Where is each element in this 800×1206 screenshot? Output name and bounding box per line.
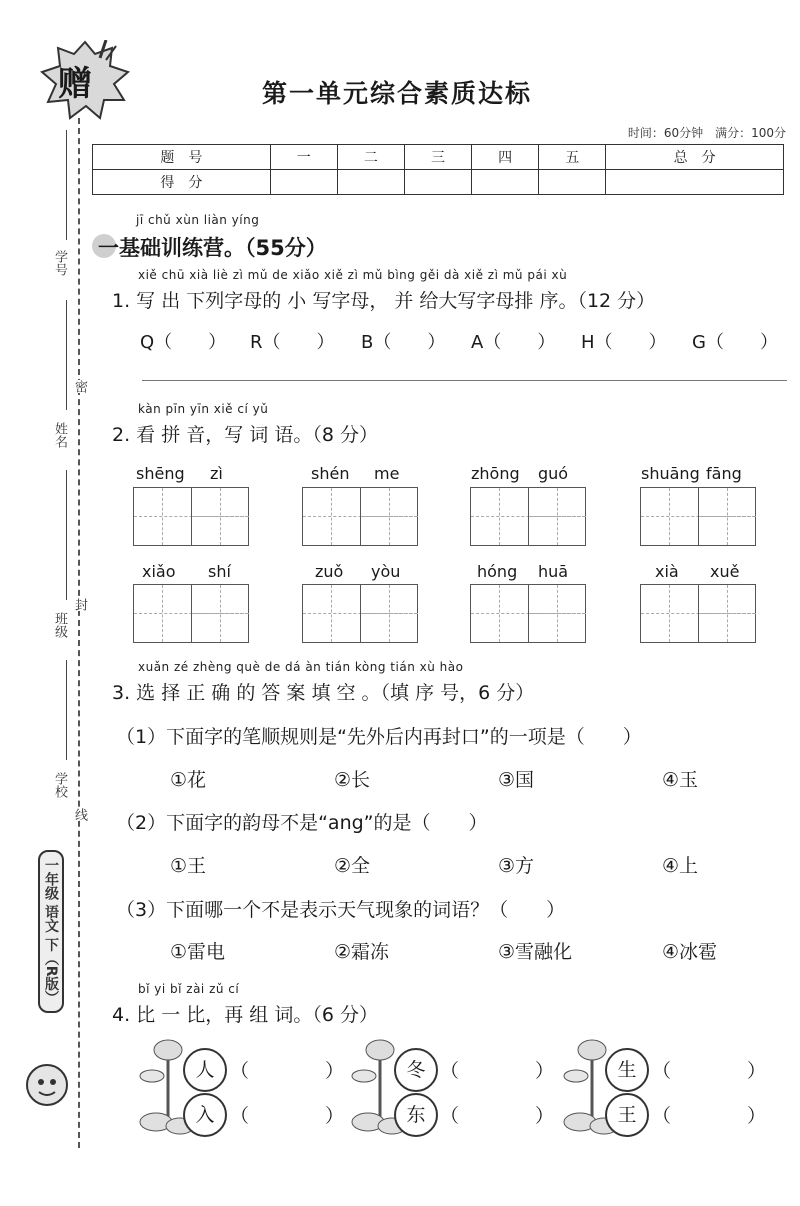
- score-header-cell: 四: [472, 145, 539, 170]
- char-circle: 王: [605, 1093, 649, 1137]
- writing-grid[interactable]: [133, 487, 249, 546]
- q3-item1-option[interactable]: ③国: [498, 769, 535, 791]
- char-circle: 生: [605, 1048, 649, 1092]
- char-circle: 冬: [394, 1048, 438, 1092]
- score-input-cell[interactable]: [337, 170, 404, 195]
- q3-item2-option[interactable]: ④上: [662, 855, 699, 877]
- score-table: [92, 144, 784, 195]
- score-header-cell: 三: [404, 145, 471, 170]
- q1-text: 1. 写 出 下列字母的 小 写字母， 并 给大写字母排 序。（12 分）: [112, 290, 656, 312]
- answer-paren[interactable]: （ ）: [652, 1105, 767, 1127]
- score-header-cell: 总 分: [606, 145, 784, 170]
- book-label: 一年级 语文 下（R版）: [38, 850, 64, 1013]
- score-header-cell: 一: [270, 145, 337, 170]
- word-pinyin: fāng: [706, 464, 742, 483]
- label-class: 班级: [52, 612, 67, 638]
- q2-text: 2. 看 拼 音，写 词 语。（8 分）: [112, 424, 378, 446]
- q1-letter-g[interactable]: G（ ）: [692, 332, 778, 353]
- q1-letter-r[interactable]: R（ ）: [250, 332, 335, 353]
- label-student-id: 学号: [52, 250, 67, 276]
- q1-letter-h[interactable]: H（ ）: [581, 332, 667, 353]
- score-table-header-row: [93, 145, 784, 170]
- q3-item2-stem: （2）下面字的韵母不是“ang”的是（ ）: [116, 812, 488, 834]
- writing-grid[interactable]: [640, 584, 756, 643]
- section1-pinyin: jī chǔ xùn liàn yíng: [136, 213, 260, 227]
- score-input-cell[interactable]: [539, 170, 606, 195]
- writing-grid[interactable]: [302, 584, 418, 643]
- q3-item3-stem: （3）下面哪一个不是表示天气现象的词语？（ ）: [116, 899, 566, 921]
- word-pinyin: zuǒ: [315, 562, 344, 581]
- writing-grid[interactable]: [470, 487, 586, 546]
- word-pinyin: shí: [208, 562, 231, 581]
- section-number: 一: [98, 236, 119, 260]
- q4-pinyin: bǐ yi bǐ zài zǔ cí: [138, 982, 240, 996]
- q3-item2-option[interactable]: ②全: [334, 855, 371, 877]
- score-input-cell[interactable]: [404, 170, 471, 195]
- q3-item3-option[interactable]: ②霜冻: [334, 941, 390, 963]
- writing-grid[interactable]: [470, 584, 586, 643]
- score-row-label: 得 分: [93, 170, 271, 195]
- q3-pinyin: xuǎn zé zhèng què de dá àn tián kòng tián xù hào: [138, 660, 464, 674]
- q3-item1-option[interactable]: ①花: [170, 769, 207, 791]
- word-pinyin: zhōng: [471, 464, 520, 483]
- writing-grid[interactable]: [302, 487, 418, 546]
- answer-paren[interactable]: （ ）: [230, 1060, 345, 1082]
- q4-text: 4. 比 一 比，再 组 词。（6 分）: [112, 1004, 378, 1026]
- word-pinyin: me: [374, 464, 400, 483]
- q3-item2-option[interactable]: ③方: [498, 855, 535, 877]
- label-school: 学校: [52, 772, 67, 798]
- writing-grid[interactable]: [133, 584, 249, 643]
- word-pinyin: xiǎo: [142, 562, 176, 581]
- section1-title-text: 基础训练营。（55分）: [119, 236, 327, 260]
- score-header-cell: 题 号: [93, 145, 271, 170]
- word-pinyin: xuě: [710, 562, 740, 581]
- word-pinyin: zì: [210, 464, 223, 483]
- q3-item3-option[interactable]: ③雪融化: [498, 941, 573, 963]
- mark-seal-xian: 线: [72, 808, 87, 821]
- page-title: 第一单元综合素质达标: [262, 79, 533, 108]
- word-pinyin: huā: [538, 562, 569, 581]
- time-info: 时间：60分钟 满分：100分: [627, 126, 786, 140]
- q1-letter-q[interactable]: Q（ ）: [140, 332, 227, 353]
- answer-paren[interactable]: （ ）: [440, 1105, 555, 1127]
- score-header-cell: 二: [337, 145, 404, 170]
- word-pinyin: shuāng: [641, 464, 700, 483]
- answer-line[interactable]: [142, 380, 787, 381]
- answer-paren[interactable]: （ ）: [230, 1105, 345, 1127]
- q3-item2-option[interactable]: ①王: [170, 855, 207, 877]
- field-line-school: [66, 660, 67, 760]
- section1-title: [98, 232, 327, 262]
- mark-seal-mi: 密: [72, 380, 87, 393]
- q2-pinyin: kàn pīn yīn xiě cí yǔ: [138, 402, 269, 416]
- q1-letter-b[interactable]: B（ ）: [361, 332, 446, 353]
- word-pinyin: shén: [311, 464, 350, 483]
- gift-badge-text: 赠: [58, 64, 92, 104]
- label-name: 姓名: [52, 422, 67, 448]
- q3-item3-option[interactable]: ①雷电: [170, 941, 226, 963]
- q3-text: 3. 选 择 正 确 的 答 案 填 空 。（填 序 号，6 分）: [112, 682, 535, 704]
- answer-paren[interactable]: （ ）: [440, 1060, 555, 1082]
- field-line-class: [66, 470, 67, 600]
- char-circle: 人: [183, 1048, 227, 1092]
- score-input-cell[interactable]: [472, 170, 539, 195]
- word-pinyin: hóng: [477, 562, 518, 581]
- score-input-cell[interactable]: [270, 170, 337, 195]
- word-pinyin: shēng: [136, 464, 185, 483]
- score-input-cell[interactable]: [606, 170, 784, 195]
- q3-item1-option[interactable]: ②长: [334, 769, 371, 791]
- field-line-name: [66, 300, 67, 410]
- mascot-icon: [22, 1060, 72, 1110]
- word-pinyin: guó: [538, 464, 569, 483]
- q1-pinyin: xiě chū xià liè zì mǔ de xiǎo xiě zì mǔ bìng gěi dà xiě zì mǔ pái xù: [138, 268, 568, 282]
- mark-seal-feng: 封: [72, 598, 87, 611]
- q3-item1-option[interactable]: ④玉: [662, 769, 699, 791]
- q1-letter-a[interactable]: A（ ）: [471, 332, 556, 353]
- writing-grid[interactable]: [640, 487, 756, 546]
- field-line-student-id: [66, 130, 67, 240]
- word-pinyin: yòu: [371, 562, 401, 581]
- char-circle: 入: [183, 1093, 227, 1137]
- q3-item3-option[interactable]: ④冰雹: [662, 941, 718, 963]
- char-circle: 东: [394, 1093, 438, 1137]
- word-pinyin: xià: [655, 562, 679, 581]
- score-header-cell: 五: [539, 145, 606, 170]
- binding-dashed-line: [78, 118, 80, 1148]
- score-table-score-row: [93, 170, 784, 195]
- answer-paren[interactable]: （ ）: [652, 1060, 767, 1082]
- q3-item1-stem: （1）下面字的笔顺规则是“先外后内再封口”的一项是（ ）: [116, 726, 642, 748]
